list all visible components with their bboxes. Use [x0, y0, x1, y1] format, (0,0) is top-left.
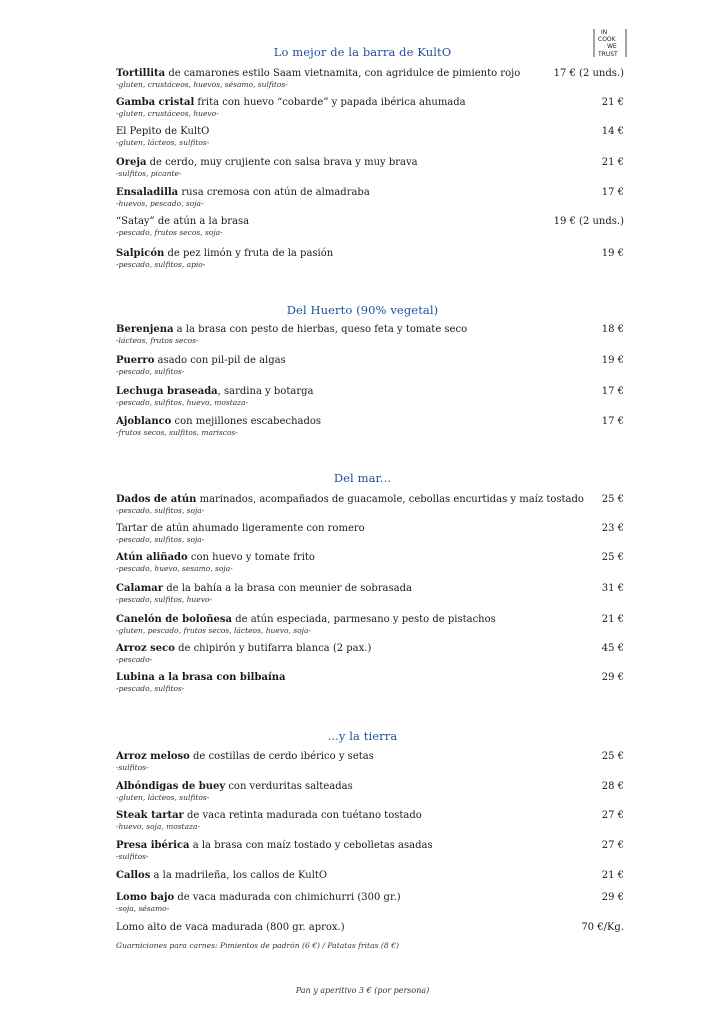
dish-name: Ajoblanco con mejillones escabechados	[116, 416, 322, 427]
dish-allergens: -pescado, sulfitos, huevo, mostaza-	[116, 398, 249, 407]
menu-item	[116, 416, 624, 437]
dish-allergens: -gluten, crustáceos, huevo-	[116, 109, 219, 118]
dish-name: Presa ibérica a la brasa con maíz tostado y cebolletas asadas	[116, 840, 433, 851]
logo-line: COOK	[598, 36, 616, 43]
menu-item	[116, 552, 624, 573]
dish-name: Gamba cristal frita con huevo “cobarde” y papada ibérica ahumada	[116, 97, 466, 108]
dish-price: 25 €	[601, 751, 624, 762]
dish-price: 25 €	[601, 494, 624, 505]
section-title-mar: Del mar...	[333, 471, 392, 485]
menu-item	[116, 643, 624, 664]
menu-item	[116, 870, 624, 882]
dish-price: 19 €	[601, 355, 624, 366]
dish-price: 21 €	[601, 97, 624, 108]
dish-allergens: -sulfitos, picante-	[116, 169, 182, 178]
dish-name: “Satay” de atún a la brasa	[116, 216, 250, 227]
dish-price: 14 €	[601, 126, 624, 137]
menu-item	[116, 157, 624, 178]
dish-allergens: -pescado, sulfitos, soja-	[116, 506, 205, 515]
dish-name: El Pepito de KultO	[116, 126, 210, 137]
menu-item	[116, 583, 624, 604]
menu-item	[116, 751, 624, 772]
menu-item	[116, 216, 624, 237]
dish-name: Lubina a la brasa con bilbaína	[116, 672, 286, 683]
dish-price: 21 €	[601, 157, 624, 168]
menu-item	[116, 781, 624, 802]
dish-price: 23 €	[601, 523, 624, 534]
dish-name: Tortillita de camarones estilo Saam vietnamita, con agridulce de pimiento rojo	[116, 68, 521, 79]
section-title-barra: Lo mejor de la barra de KultO	[273, 45, 452, 59]
menu-item	[116, 324, 624, 345]
dish-name: Lomo bajo de vaca madurada con chimichurri (300 gr.)	[116, 892, 401, 903]
dish-allergens: -pescado, huevo, sesamo, soja-	[116, 564, 233, 573]
dish-allergens: -gluten, lácteos, sulfitos-	[116, 793, 210, 802]
dish-name: Canelón de boloñesa de atún especiada, parmesano y pesto de pistachos	[116, 614, 496, 625]
dish-name: Lechuga braseada, sardina y botarga	[116, 386, 314, 397]
dish-price: 29 €	[601, 892, 624, 903]
logo-line: TRUST	[598, 51, 618, 58]
dish-price: 27 €	[601, 810, 624, 821]
dish-price: 25 €	[601, 552, 624, 563]
dish-allergens: -huevos, pescado, soja-	[116, 199, 204, 208]
menu-item	[116, 187, 624, 208]
menu-item	[116, 672, 624, 693]
dish-name: Dados de atún marinados, acompañados de guacamole, cebollas encurtidas y maíz tostado	[116, 494, 584, 505]
dish-price: 31 €	[601, 583, 624, 594]
menu-item	[116, 68, 624, 89]
dish-price: 28 €	[601, 781, 624, 792]
dish-allergens: -huevo, soja, mostaza-	[116, 822, 201, 831]
dish-allergens: -sulfitos-	[116, 852, 149, 861]
dish-name: Arroz seco de chipirón y butifarra blanca (2 pax.)	[116, 643, 372, 654]
dish-allergens: -pescado, frutos secos, soja-	[116, 228, 223, 237]
dish-price: 21 €	[601, 870, 624, 881]
dish-name: Berenjena a la brasa con pesto de hierbas, queso feta y tomate seco	[116, 324, 468, 335]
dish-price: 17 €	[601, 187, 624, 198]
dish-allergens: -lácteos, frutos secos-	[116, 336, 199, 345]
dish-name: Puerro asado con pil-pil de algas	[116, 355, 286, 366]
dish-allergens: -gluten, pescado, frutos secos, lácteos, huevo, soja-	[116, 626, 312, 635]
dish-allergens: -pescado, sulfitos-	[116, 367, 185, 376]
dish-name: Oreja de cerdo, muy crujiente con salsa brava y muy brava	[116, 157, 418, 168]
dish-name: Calamar de la bahía a la brasa con meunier de sobrasada	[116, 583, 412, 594]
dish-price: 17 €	[601, 416, 624, 427]
dish-allergens: -pescado-	[116, 655, 153, 664]
menu-item	[116, 97, 624, 118]
dish-price: 19 € (2 unds.)	[553, 216, 624, 227]
dish-allergens: -pescado, sulfitos, apio-	[116, 260, 206, 269]
dish-price: 17 €	[601, 386, 624, 397]
dish-price: 27 €	[601, 840, 624, 851]
logo-line: IN	[601, 29, 608, 36]
dish-allergens: -soja, sésamo-	[116, 904, 170, 913]
dish-allergens: -pescado, sulfitos, soja-	[116, 535, 205, 544]
dish-allergens: -pescado, sulfitos-	[116, 684, 185, 693]
menu-item	[116, 248, 624, 269]
dish-name: Ensaladilla rusa cremosa con atún de almadraba	[116, 187, 370, 198]
dish-name: Salpicón de pez limón y fruta de la pasión	[116, 248, 334, 259]
dish-name: Atún aliñado con huevo y tomate frito	[116, 552, 315, 563]
dish-price: 29 €	[601, 672, 624, 683]
menu-item	[116, 614, 624, 635]
section-title-huerto: Del Huerto (90% vegetal)	[286, 303, 439, 317]
dish-price: 18 €	[601, 324, 624, 335]
menu-item	[116, 892, 624, 913]
garnish-note: Guarniciones para carnes: Pimientos de padrón (6 €) / Patatas fritas (8 €)	[116, 941, 399, 950]
menu-item	[116, 494, 624, 515]
menu-item	[116, 810, 624, 831]
dish-allergens: -gluten, crustáceos, huevos, sésamo, sulfitos-	[116, 80, 288, 89]
menu-item	[116, 840, 624, 861]
dish-price: 17 € (2 unds.)	[553, 68, 624, 79]
dish-allergens: -frutos secos, sulfitos, mariscos-	[116, 428, 238, 437]
dish-allergens: -gluten, lácteos, sulfitos-	[116, 138, 210, 147]
menu-item	[116, 355, 624, 376]
dish-allergens: -sulfitos-	[116, 763, 149, 772]
dish-price: 21 €	[601, 614, 624, 625]
menu-item	[116, 922, 624, 934]
section-title-tierra: ...y la tierra	[327, 729, 398, 743]
dish-name: Tartar de atún ahumado ligeramente con romero	[116, 523, 365, 534]
footer-bread-note: Pan y aperitivo 3 € (por persona)	[295, 986, 430, 995]
dish-name: Callos a la madrileña, los callos de KultO	[116, 870, 328, 881]
menu-item	[116, 126, 624, 147]
dish-price: 45 €	[601, 643, 624, 654]
dish-name: Lomo alto de vaca madurada (800 gr. aprox.)	[116, 922, 345, 933]
dish-price: 19 €	[601, 248, 624, 259]
dish-allergens: -pescado, sulfitos, huevo-	[116, 595, 212, 604]
dish-name: Steak tartar de vaca retinta madurada con tuétano tostado	[116, 810, 422, 821]
logo-line: WE	[607, 43, 617, 50]
dish-name: Albóndigas de buey con verduritas salteadas	[116, 781, 353, 792]
menu-item	[116, 523, 624, 544]
dish-price: 70 €/Kg.	[581, 922, 624, 933]
dish-name: Arroz meloso de costillas de cerdo ibérico y setas	[116, 751, 374, 762]
menu-item	[116, 386, 624, 407]
